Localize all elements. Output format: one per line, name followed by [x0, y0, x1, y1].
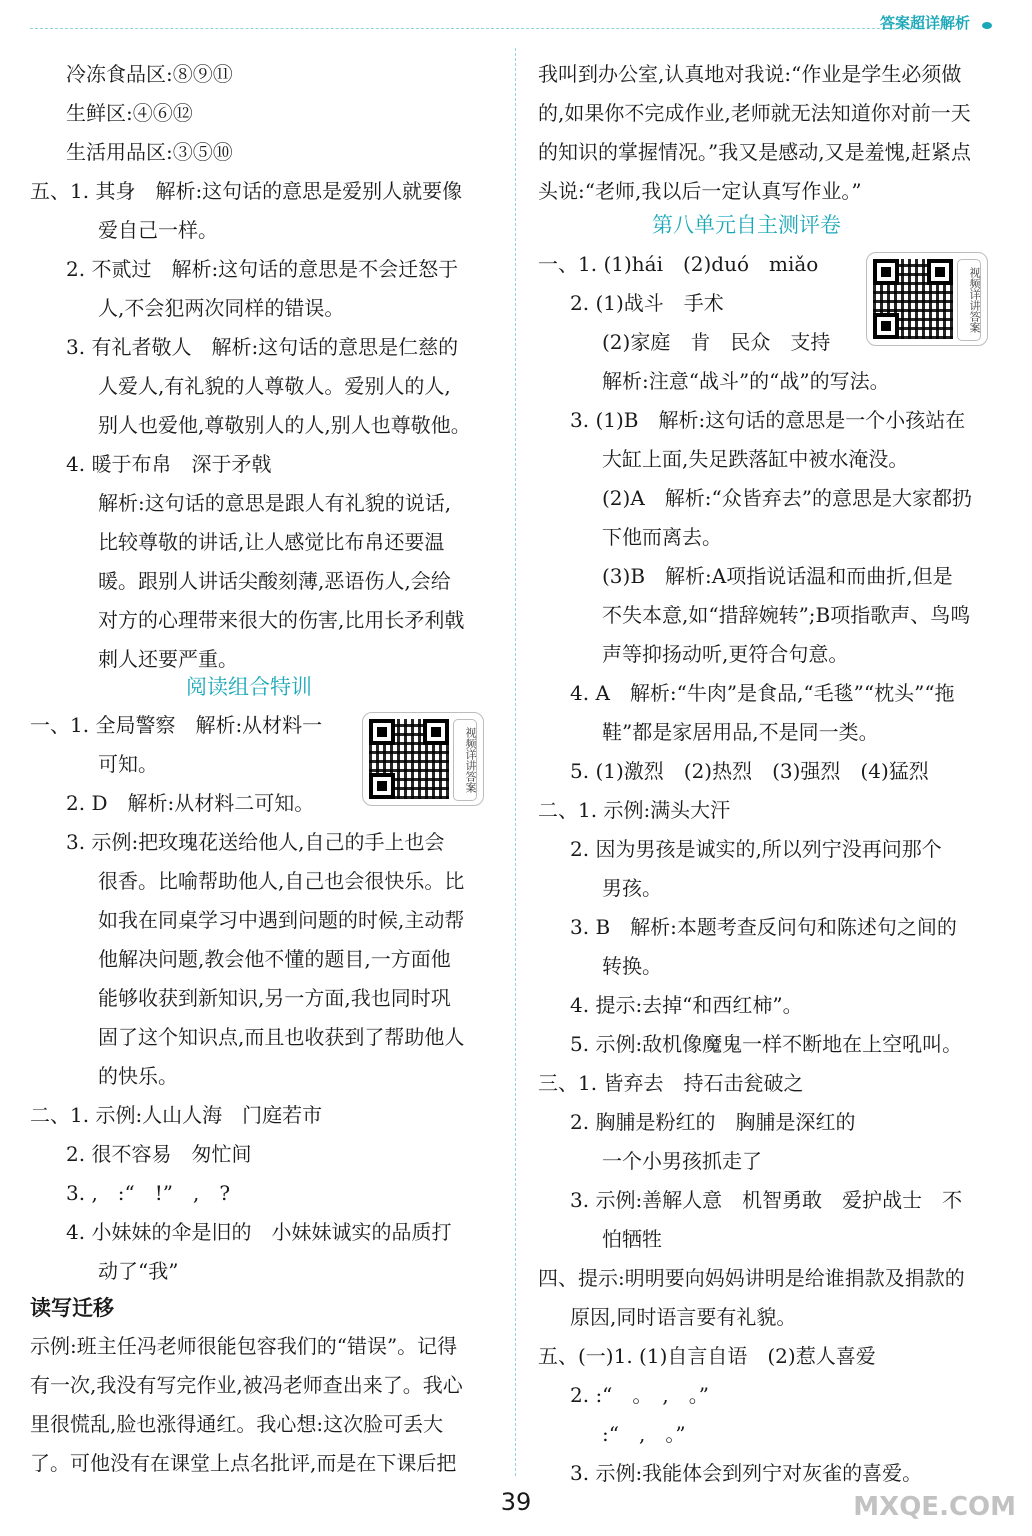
answer-line: 鞋”都是家居用品,不是同一类。 — [602, 720, 879, 744]
answer-line: 怕牺牲 — [602, 1227, 662, 1251]
qr-finder — [873, 259, 899, 285]
answer-line: 如我在同桌学习中遇到问题的时候,主动帮 — [98, 908, 465, 932]
answer-line: 5. 示例:敌机像魔鬼一样不断地在上空吼叫。 — [570, 1032, 963, 1056]
answer-line: 能够收获到新知识,另一方面,我也同时巩 — [98, 986, 451, 1010]
header-title: 答案超详解析 — [879, 14, 970, 32]
answer-line: (2)家庭 肯 民众 支持 — [602, 330, 831, 354]
answer-line: 五、(一)1. (1)自言自语 (2)惹人喜爱 — [538, 1344, 876, 1368]
qr-code-icon[interactable] — [866, 252, 988, 346]
answer-line: 解析:注意“战斗”的“战”的写法。 — [602, 369, 890, 393]
answer-line: 头说:“老师,我以后一定认真写作业。” — [538, 179, 862, 203]
answer-line: 三、1. 皆弃去 持石击瓮破之 — [538, 1071, 804, 1095]
answer-line: 3. 示例:善解人意 机智勇敢 爱护战士 不 — [570, 1188, 963, 1212]
answer-line: 了。可他没有在课堂上点名批评,而是在下课后把 — [30, 1451, 457, 1475]
section-title-reading: 阅读组合特训 — [186, 675, 312, 699]
answer-line: 一、1. (1)hái (2)duó miǎo — [538, 252, 819, 276]
qr-finder — [927, 259, 953, 285]
header-rule — [30, 28, 940, 29]
answer-line: 3. 示例:把玫瑰花送给他人,自己的手上也会 — [66, 830, 445, 854]
answer-line: 声等抑扬动听,更符合句意。 — [602, 642, 849, 666]
answer-line: 冷冻食品区:⑧⑨⑪ — [66, 62, 233, 86]
answer-line: 4. A 解析:“牛肉”是食品,“毛毯”“枕头”“拖 — [570, 681, 955, 705]
answer-line: 3. 示例:我能体会到列宁对灰雀的喜爱。 — [570, 1461, 923, 1485]
answer-line: 4. 暖于布帛 深于矛戟 — [66, 452, 272, 476]
answer-line: 爱自己一样。 — [98, 218, 218, 242]
answer-line: 固了这个知识点,而且也收获到了帮助他人 — [98, 1025, 465, 1049]
answer-line: 大缸上面,失足跌落缸中被水淹没。 — [602, 447, 909, 471]
answer-line: 人,不会犯两次同样的错误。 — [98, 296, 345, 320]
answer-line: 2. 胸脯是粉红的 胸脯是深红的 — [570, 1110, 856, 1134]
column-divider — [515, 48, 516, 1476]
answer-line: 暖。跟别人讲话尖酸刻薄,恶语伤人,会给 — [98, 569, 451, 593]
answer-line: 别人也爱他,尊敬别人的人,别人也尊敬他。 — [98, 413, 471, 437]
answer-line: 2. :“ 。 , 。” — [570, 1383, 709, 1407]
answer-line: (2)A 解析:“众皆弃去”的意思是大家都扔 — [602, 486, 972, 510]
qr-finder — [369, 773, 395, 799]
answer-line: 原因,同时语言要有礼貌。 — [570, 1305, 797, 1329]
answer-line: 2. 因为男孩是诚实的,所以列宁没再问那个 — [570, 837, 942, 861]
answer-line: 不失本意,如“措辞婉转”;B项指歌声、鸟鸣 — [602, 603, 971, 627]
answer-line: 2. D 解析:从材料二可知。 — [66, 791, 315, 815]
answer-line: 一、1. 全局警察 解析:从材料一 — [30, 713, 323, 737]
answer-line: 我叫到办公室,认真地对我说:“作业是学生必须做 — [538, 62, 962, 86]
page-number: 39 — [500, 1488, 532, 1516]
answer-line: 3. 有礼者敬人 解析:这句话的意思是仁慈的 — [66, 335, 459, 359]
answer-line: 二、1. 示例:满头大汗 — [538, 798, 731, 822]
qr-finder — [369, 719, 395, 745]
answer-line: 比较尊敬的讲话,让人感觉比布帛还要温 — [98, 530, 445, 554]
section-title-unit8: 第八单元自主测评卷 — [652, 213, 841, 237]
answer-line: 4. 提示:去掉“和西红柿”。 — [570, 993, 803, 1017]
qr-code-icon[interactable] — [362, 712, 484, 806]
qr-caption: 视频详讲答案 — [453, 719, 477, 801]
answer-line: :“ , 。” — [602, 1422, 686, 1446]
answer-line: 动了“我” — [98, 1259, 179, 1283]
answer-line: 4. 小妹妹的伞是旧的 小妹妹诚实的品质打 — [66, 1220, 452, 1244]
answer-line: 的知识的掌握情况。”我又是感动,又是羞愧,赶紧点 — [538, 140, 971, 164]
answer-line: 可知。 — [98, 752, 158, 776]
answer-line: 2. (1)战斗 手术 — [570, 291, 724, 315]
answer-line: 男孩。 — [602, 876, 662, 900]
watermark-logo: MXQE.COM — [853, 1492, 1016, 1522]
answer-line: 示例:班主任冯老师很能包容我们的“错误”。记得 — [30, 1334, 458, 1358]
section-title-writing: 读写迁移 — [30, 1296, 114, 1320]
answer-line: 转换。 — [602, 954, 662, 978]
answer-line: 解析:这句话的意思是跟人有礼貌的说话, — [98, 491, 452, 515]
answer-line: 下他而离去。 — [602, 525, 722, 549]
answer-line: 生鲜区:④⑥⑫ — [66, 101, 193, 125]
answer-line: (3)B 解析:A项指说话温和而曲折,但是 — [602, 564, 953, 588]
answer-line: 二、1. 示例:人山人海 门庭若市 — [30, 1103, 323, 1127]
qr-finder — [423, 719, 449, 745]
answer-line: 的快乐。 — [98, 1064, 178, 1088]
answer-line: 3. (1)B 解析:这句话的意思是一个小孩站在 — [570, 408, 966, 432]
answer-line: 3. B 解析:本题考查反问句和陈述句之间的 — [570, 915, 957, 939]
answer-line: 五、1. 其身 解析:这句话的意思是爱别人就要像 — [30, 179, 463, 203]
answer-line: 四、提示:明明要向妈妈讲明是给谁捐款及捐款的 — [538, 1266, 965, 1290]
answer-line: 很香。比喻帮助他人,自己也会很快乐。比 — [98, 869, 465, 893]
answer-line: 3. , :“ !” , ? — [66, 1181, 231, 1205]
answer-line: 2. 很不容易 匆忙间 — [66, 1142, 252, 1166]
answer-line: 5. (1)激烈 (2)热烈 (3)强烈 (4)猛烈 — [570, 759, 929, 783]
answer-line: 刺人还要严重。 — [98, 647, 238, 671]
answer-line: 生活用品区:③⑤⑩ — [66, 140, 233, 164]
qr-finder — [873, 313, 899, 339]
answer-line: 一个小男孩抓走了 — [602, 1149, 762, 1173]
answer-line: 他解决问题,教会他不懂的题目,一方面他 — [98, 947, 451, 971]
header-dot-icon — [982, 22, 992, 29]
answer-line: 人爱人,有礼貌的人尊敬人。爱别人的人, — [98, 374, 451, 398]
answer-line: 对方的心理带来很大的伤害,比用长矛利戟 — [98, 608, 465, 632]
answer-line: 的,如果你不完成作业,老师就无法知道你对前一天 — [538, 101, 971, 125]
qr-caption: 视频详讲答案 — [957, 259, 981, 341]
answer-line: 里很慌乱,脸也涨得通红。我心想:这次脸可丢大 — [30, 1412, 444, 1436]
answer-line: 有一次,我没有写完作业,被冯老师查出来了。我心 — [30, 1373, 463, 1397]
answer-line: 2. 不贰过 解析:这句话的意思是不会迁怒于 — [66, 257, 459, 281]
